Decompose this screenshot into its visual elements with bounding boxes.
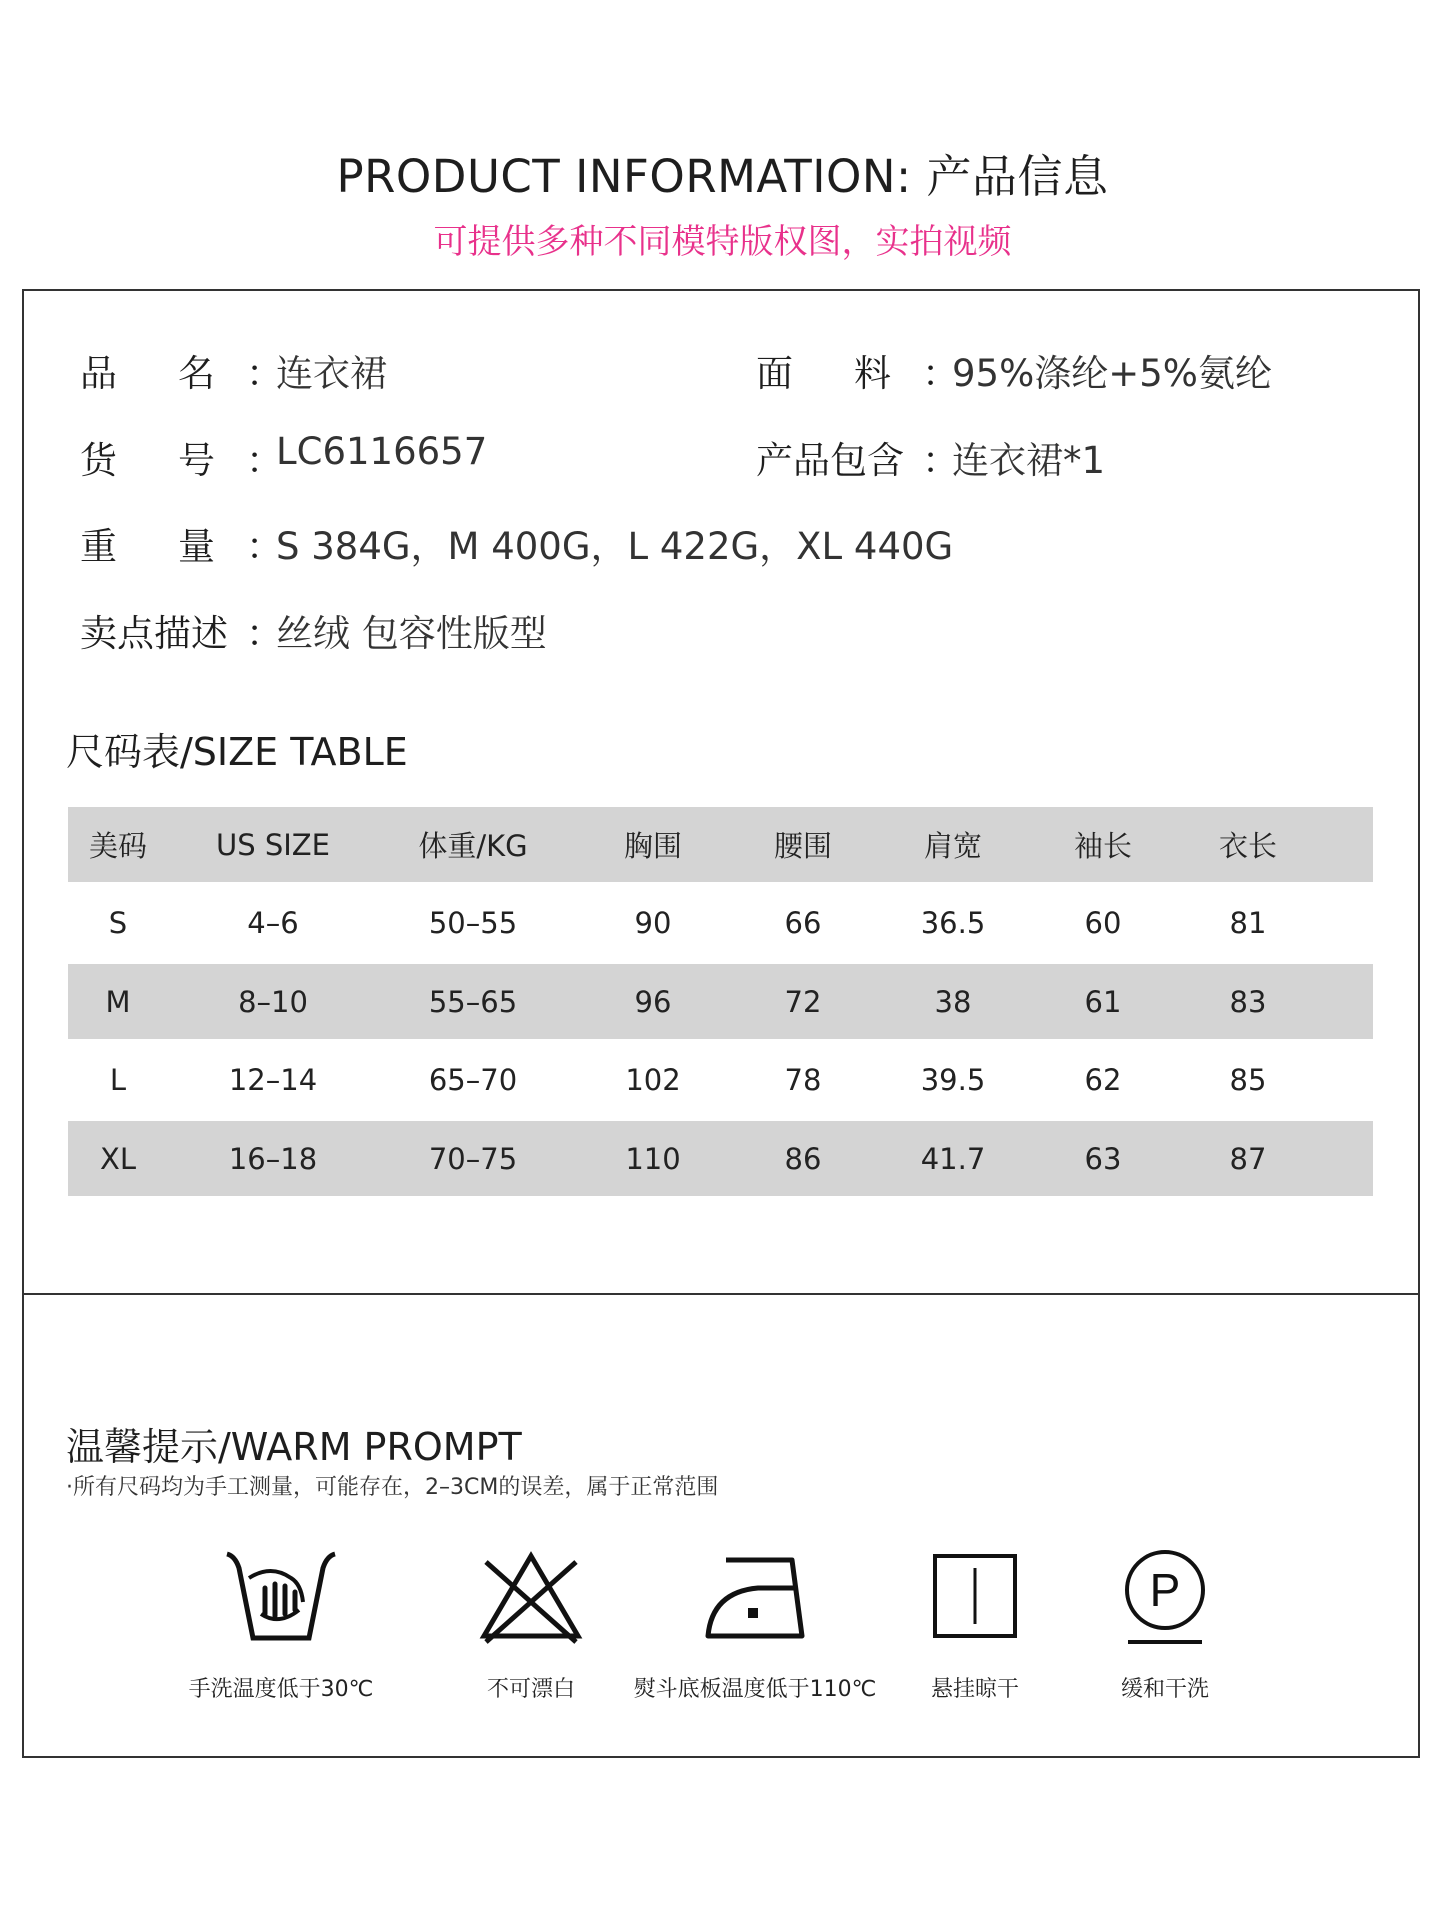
column-header: 衣长 [1218,829,1277,863]
svg-text:P: P [1149,1564,1181,1616]
product-name-value: 连衣裙 [276,352,387,395]
page-subtitle: 可提供多种不同模特版权图，实拍视频 [433,222,1012,262]
table-cell: 61 [1084,984,1122,1019]
line-dry-icon [930,1548,1020,1648]
warm-prompt-heading: 温馨提示/WARM PROMPT [66,1425,522,1469]
table-cell: 12–14 [228,1063,318,1097]
care-label: 手洗温度低于30℃ [188,1677,374,1702]
table-cell: XL [99,1141,137,1176]
table-cell: 102 [625,1063,681,1097]
weight-value: S 384G，M 400G，L 422G，XL 440G [276,525,954,568]
table-row [68,882,1373,964]
table-cell: 78 [784,1063,822,1097]
table-cell: L [109,1063,127,1097]
table-cell: 90 [634,906,672,940]
care-item-line-dry [900,1548,1050,1703]
no-bleach-icon [476,1548,586,1648]
page-title: PRODUCT INFORMATION: 产品信息 [336,150,1109,203]
column-header: US SIZE [215,827,330,862]
table-cell: 96 [634,984,672,1019]
care-label: 熨斗底板温度低于110℃ [633,1677,877,1702]
iron-low-icon [700,1548,810,1648]
table-cell: 38 [934,984,972,1019]
table-cell: 85 [1229,1063,1267,1097]
column-header: 肩宽 [923,829,982,863]
table-cell: 110 [625,1141,681,1176]
selling-points-value: 丝绒 包容性版型 [276,612,547,655]
column-header: 袖长 [1073,829,1132,863]
column-header: 美码 [88,829,147,863]
table-cell: 70–75 [428,1141,518,1176]
care-label: 不可漂白 [486,1677,575,1702]
column-header: 胸围 [623,829,682,863]
column-header: 腰围 [773,829,832,863]
table-row [68,964,1373,1039]
table-cell: 60 [1084,906,1122,940]
table-cell: 65–70 [428,1063,518,1097]
table-cell: 86 [784,1141,822,1176]
table-cell: 83 [1229,984,1267,1019]
table-cell: S [108,906,128,940]
care-item-iron [620,1548,890,1703]
table-cell: M [105,984,131,1019]
table-cell: 87 [1229,1141,1267,1176]
section-divider [22,1293,1420,1295]
gentle-dry-clean-icon [1120,1548,1210,1648]
size-table-heading: 尺码表/SIZE TABLE [66,730,408,774]
table-cell: 55–65 [428,984,518,1019]
table-cell: 62 [1084,1063,1122,1097]
sku-value: LC6116657 [276,430,488,473]
size-table [68,807,1373,1196]
table-cell: 66 [784,906,822,940]
table-cell: 4–6 [247,906,299,940]
table-row [68,1039,1373,1121]
table-row [68,1121,1373,1196]
table-cell: 50–55 [428,906,518,940]
care-item-dry-clean [1090,1548,1240,1703]
care-item-hand-wash [166,1548,396,1703]
table-cell: 36.5 [920,906,986,940]
package-value: 连衣裙*1 [952,439,1106,482]
table-cell: 8–10 [238,984,308,1019]
table-cell: 39.5 [920,1063,986,1097]
table-cell: 81 [1229,906,1267,940]
table-header-row [68,807,1373,882]
hand-wash-icon [221,1548,341,1648]
fabric-value: 95%涤纶+5%氨纶 [952,352,1272,395]
table-cell: 72 [784,984,822,1019]
care-label: 悬挂晾干 [930,1677,1019,1702]
column-header: 体重/KG [418,829,528,863]
table-cell: 16–18 [228,1141,318,1176]
care-item-no-bleach [436,1548,626,1703]
table-cell: 63 [1084,1141,1122,1176]
care-label: 缓和干洗 [1120,1677,1209,1702]
warm-prompt-note: ·所有尺码均为手工测量，可能存在，2–3CM的误差，属于正常范围 [66,1475,719,1500]
table-cell: 41.7 [920,1141,986,1176]
